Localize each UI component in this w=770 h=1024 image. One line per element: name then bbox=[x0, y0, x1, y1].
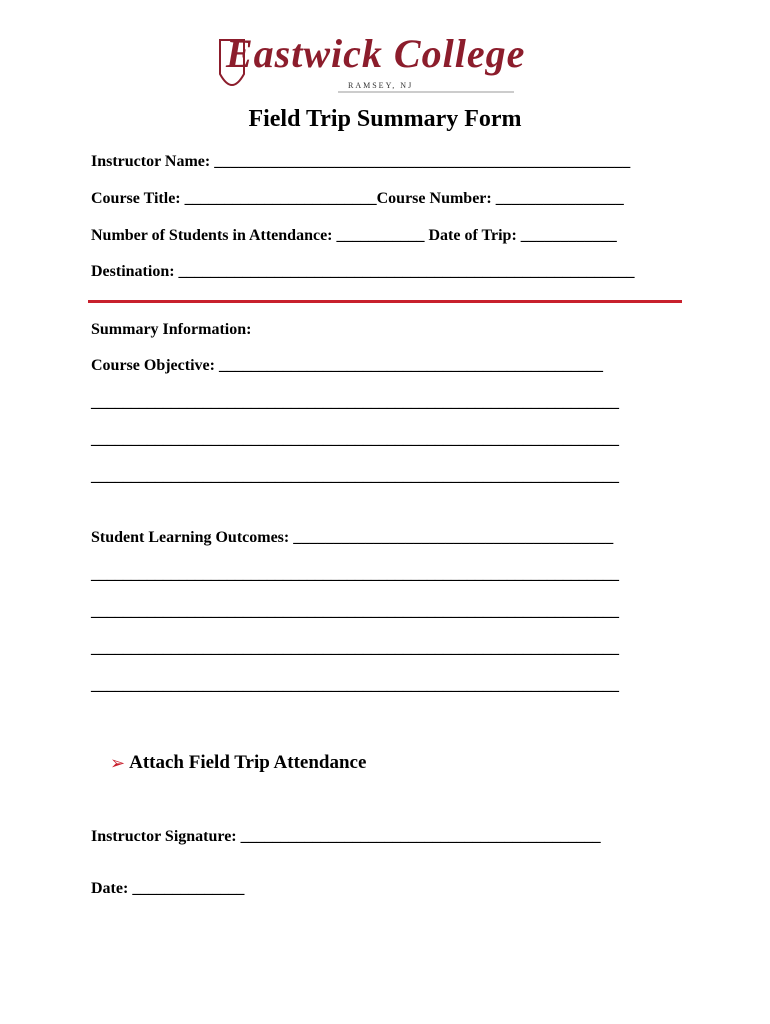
logo-name: Eastwick College bbox=[226, 31, 526, 76]
outcome-line-1[interactable]: __________________________________________________________________ bbox=[91, 566, 619, 583]
students-date-field[interactable]: Number of Students in Attendance: ___________ Date of Trip: ____________ bbox=[91, 227, 617, 244]
course-title-number-field[interactable]: Course Title: ________________________Course Number: ________________ bbox=[91, 190, 624, 207]
arrow-bullet-icon: ➢ bbox=[110, 752, 126, 774]
instructor-signature-field[interactable]: Instructor Signature: _____________________________________________ bbox=[91, 828, 601, 845]
page-title: Field Trip Summary Form bbox=[248, 106, 522, 132]
college-logo bbox=[214, 31, 559, 100]
summary-heading: Summary Information: bbox=[91, 321, 252, 338]
outcome-line-3[interactable]: __________________________________________________________________ bbox=[91, 640, 619, 657]
attach-label: Attach Field Trip Attendance bbox=[129, 752, 367, 773]
course-objective-field[interactable]: Course Objective: ________________________________________________ bbox=[91, 357, 603, 374]
objective-line-2[interactable]: __________________________________________________________________ bbox=[91, 431, 619, 448]
date-field[interactable]: Date: ______________ bbox=[91, 880, 245, 897]
outcome-line-2[interactable]: __________________________________________________________________ bbox=[91, 603, 619, 620]
objective-line-1[interactable]: __________________________________________________________________ bbox=[91, 394, 619, 411]
instructor-name-field[interactable]: Instructor Name: ____________________________________________________ bbox=[91, 153, 631, 170]
logo-location: RAMSEY, NJ bbox=[348, 81, 414, 90]
destination-field[interactable]: Destination: _________________________________________________________ bbox=[91, 263, 635, 280]
section-divider bbox=[88, 300, 682, 303]
learning-outcomes-field[interactable]: Student Learning Outcomes: ________________________________________ bbox=[91, 529, 614, 546]
outcome-line-4[interactable]: __________________________________________________________________ bbox=[91, 677, 619, 694]
objective-line-3[interactable]: __________________________________________________________________ bbox=[91, 468, 619, 485]
attach-attendance-item bbox=[110, 752, 366, 774]
